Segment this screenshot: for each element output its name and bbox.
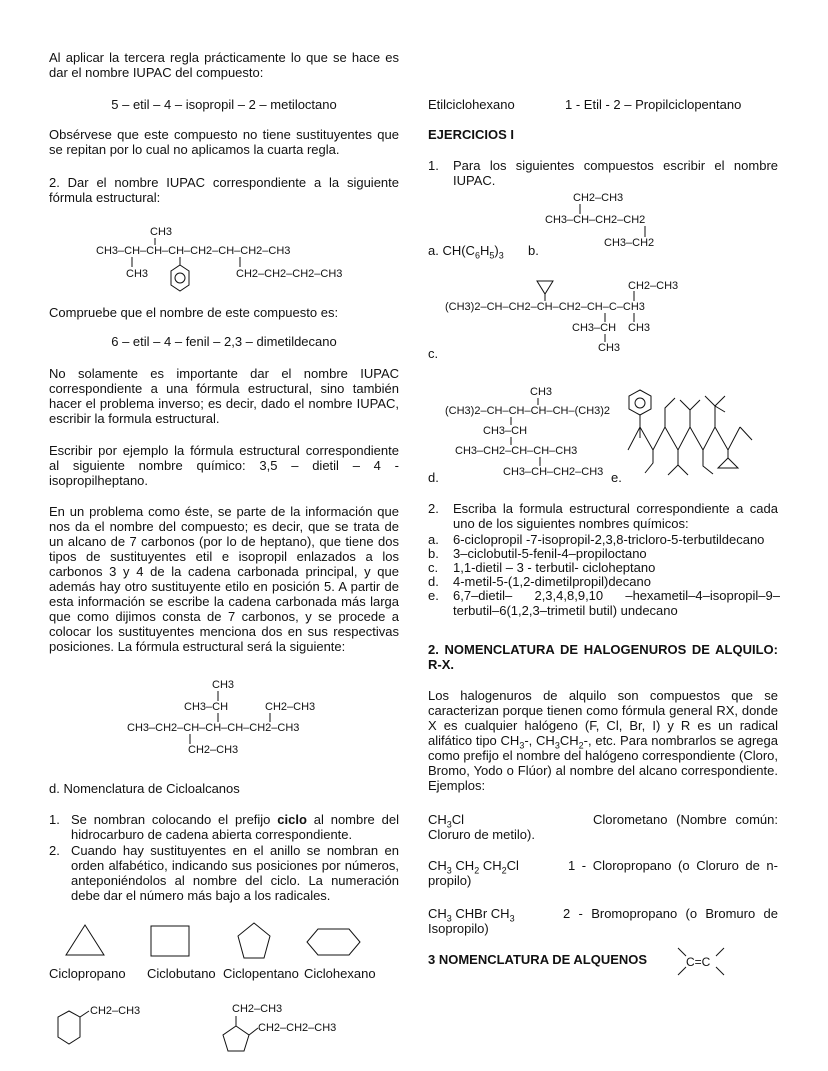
fd-line3: CH3–CH2–CH–CH–CH3: [455, 445, 578, 457]
exercise-2-item-text: 6,7–dietil– 2,3,4,8,9,10 –hexametil–4–isopropil–9–terbutil–6(1,2,3–trimetil butil) undecano: [453, 588, 780, 618]
label-ciclopentano: Ciclopentano: [223, 966, 299, 981]
formula2-main-chain: CH3–CH2–CH–CH–CH–CH2–CH3: [127, 722, 300, 734]
example-etil-propilciclopentano: 1 - Etil - 2 – Propilciclopentano: [565, 97, 742, 112]
rule-1-pre: Se nombran colocando el prefijo: [71, 812, 278, 827]
example-etilciclohexano: Etilciclohexano: [428, 97, 515, 112]
halide-2-formula: $CH_3$ $CH_2$ $CH_2Cl$: [428, 858, 519, 876]
fb-ethyl: CH2–CH3: [573, 192, 624, 204]
exercise-2-item-text: 4-metil-5-(1,2-dimetilpropil)decano: [453, 574, 651, 589]
exercise-2-item-text: 1,1-dietil – 3 - terbutil- cicloheptano: [453, 560, 656, 575]
halide-2-name: 1 - Cloropropano (o Cloruro de n-propilo): [428, 858, 778, 888]
exercise-2-item-text: 6-ciclopropil -7-isopropil-2,3,8-tricloro-5-terbutildecano: [453, 532, 765, 547]
q2-number: 2.: [428, 501, 439, 516]
halide-1-name: Clorometano (Nombre común: Cloruro de metilo).: [428, 812, 778, 842]
label-ciclopropano: Ciclopropano: [49, 966, 126, 981]
fd-methyl: CH3: [530, 386, 553, 398]
fc-main-chain: (CH3)2–CH–CH2–CH–CH2–CH–C–CH3: [445, 301, 645, 313]
rule-2-text: Cuando hay sustituyentes en el anillo se nombran en orden alfabético, indicando sus posiciones por números, anteponiéndolos al nombre del ciclo. La numeración debe dar el número más bajo a los radicales.: [71, 843, 399, 903]
item-b: b.: [528, 243, 539, 258]
alkene-symbol: C=C: [686, 955, 711, 969]
label-ciclohexano: Ciclohexano: [304, 966, 376, 981]
ejercicios-heading: EJERCICIOS I: [428, 127, 514, 142]
halide-1-formula: $CH_3Cl$: [428, 812, 465, 830]
item-a: a. $CH(C_6H_5)_3$: [428, 243, 504, 261]
fd-line2: CH3–CH: [483, 425, 528, 437]
q2-text: Escriba la formula estructural correspondiente a cada uno de los siguientes nombres químicos:: [453, 501, 778, 531]
formula1-methyl-2: CH3: [126, 268, 149, 280]
section-alquenos-heading: 3 NOMENCLATURA DE ALQUENOS: [428, 952, 648, 967]
ring2-ethyl: CH2–CH3: [232, 1003, 283, 1015]
item-d: d.: [428, 470, 439, 485]
compound-name-1: 5 – etil – 4 – isopropil – 2 – metiloctano: [111, 97, 337, 112]
check-paragraph: Compruebe que el nombre de este compuesto es:: [49, 305, 339, 320]
fb-ethyl-2: CH3–CH2: [604, 237, 655, 249]
exercise-2-item-letter: b.: [428, 546, 439, 561]
fc-methyl-2: CH3: [598, 342, 621, 354]
example-paragraph: Escribir por ejemplo la fórmula estructural correspondiente al siguiente nombre químico: 3,5 – dietil – 4 -isopropilheptano.: [49, 443, 399, 488]
formula1-butyl: CH2–CH2–CH2–CH3: [236, 268, 343, 280]
section-halogenuros-heading: 2. NOMENCLATURA DE HALOGENUROS DE ALQUILO: R-X.: [428, 642, 778, 672]
fb-chain: CH3–CH–CH2–CH2: [545, 214, 646, 226]
intro-paragraph: Al aplicar la tercera regla prácticamente lo que se hace es dar el nombre IUPAC del compuesto:: [49, 50, 399, 80]
question-2: 2. Dar el nombre IUPAC correspondiente a la siguiente fórmula estructural:: [49, 175, 399, 205]
exercise-2-item-text: 3–ciclobutil-5-fenil-4–propiloctano: [453, 546, 647, 561]
fc-methyl: CH3: [628, 322, 651, 334]
exercise-2-item-letter: c.: [428, 560, 439, 575]
q1-number: 1.: [428, 158, 439, 173]
formula2-ethyl-right: CH2–CH3: [265, 701, 316, 713]
fd-main-chain: (CH3)2–CH–CH–CH–CH–(CH3)2: [445, 405, 611, 417]
formula2-isopropyl: CH3–CH: [184, 701, 229, 713]
exercise-2-item-letter: a.: [428, 532, 439, 547]
explanation-paragraph: En un problema como éste, se parte de la información que nos da el nombre del compuesto; es decir, que se trata de un alcano de 7 carbonos (por lo de heptano), que tiene dos tipos de sustituyentes etil e isopropil enlazados a los carbonos 3 y 4 de la cadena carbonada principal, y que además hay otro sustituyente etilo en posición 5. A partir de esta información se escribe la cadena carbonada más larga que como dijimos consta de 7 carbonos, y se procede a colocar los sustituyentes menciona dos en sus respectivas posiciones. La fórmula estructural será la siguiente:: [49, 504, 399, 654]
formula1-main-chain: CH3–CH–CH–CH–CH2–CH–CH2–CH3: [96, 245, 291, 257]
rule-1-bold: ciclo: [277, 812, 307, 827]
exercise-2-item-letter: e.: [428, 588, 439, 603]
fc-ethyl: CH2–CH3: [628, 280, 679, 292]
rule-1-post: al nombre del hidrocarburo de cadena abierta correspondiente.: [71, 812, 399, 842]
q1-text: Para los siguientes compuestos escribir el nombre IUPAC.: [453, 158, 778, 188]
exercise-2-item-letter: d.: [428, 574, 439, 589]
formula2-top-methyl: CH3: [212, 679, 235, 691]
halide-3-name: 2 - Bromopropano (o Bromuro de Isopropilo): [428, 906, 778, 936]
rule-1-number: 1.: [49, 812, 60, 827]
halide-3-formula: $CH_3$ CHBr $CH_3$: [428, 906, 515, 924]
fd-line4: CH3–CH–CH2–CH3: [503, 466, 604, 478]
fc-isopropyl: CH3–CH: [572, 322, 617, 334]
rule-2-number: 2.: [49, 843, 60, 858]
note-paragraph: Obsérvese que este compuesto no tiene sustituyentes que se repitan por lo cual no aplicamos la cuarta regla.: [49, 127, 399, 157]
item-c: c.: [428, 346, 439, 361]
item-e: e.: [611, 470, 622, 485]
ring1-ethyl: CH2–CH3: [90, 1005, 141, 1017]
section-d-heading: d. Nomenclatura de Cicloalcanos: [49, 781, 240, 796]
formula1-methyl: CH3: [150, 226, 173, 238]
compound-name-2: 6 – etil – 4 – fenil – 2,3 – dimetildecano: [111, 334, 337, 349]
label-ciclobutano: Ciclobutano: [147, 966, 216, 981]
formula2-ethyl-bottom: CH2–CH3: [188, 744, 239, 756]
ring2-propyl: CH2–CH2–CH3: [258, 1022, 337, 1034]
inverse-problem-paragraph: No solamente es importante dar el nombre IUPAC correspondiente a una fórmula estructural, sino también hacer el problema inverso; es decir, dado el nombre IUPAC, escribir la formula estructural.: [49, 366, 399, 426]
halogenuros-paragraph: Los halogenuros de alquilo son compuestos que se caracterizan porque tienen como fórmula general RX, donde X es cualquier halógeno (F, Cl, Br, I) y R es un radical alifático tipo $CH_3-$, $CH_3CH_2-$, etc. Para nombrarlos se agrega como prefijo el nombre del halógeno correspondiente (Cloro, Bromo, Yodo o Flúor) al nombre del alcano correspondiente. Ejemplos:: [428, 688, 778, 793]
